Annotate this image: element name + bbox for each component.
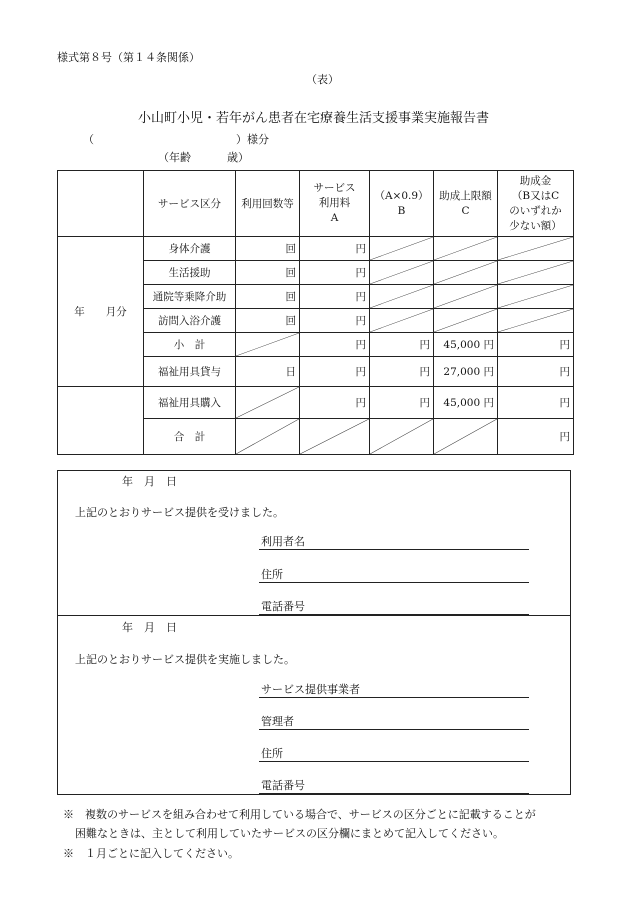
header-grant-line3: のいずれか <box>509 204 562 217</box>
user-address-field[interactable]: 住所 <box>259 567 529 583</box>
header-grant-line2: （B又はC <box>511 189 560 202</box>
fee-cell[interactable]: 円 <box>300 387 370 419</box>
header-limit <box>434 171 498 237</box>
limit-cell: 45,000 円 <box>434 387 498 419</box>
slashed-cell <box>370 237 434 261</box>
service-name: 訪問入浴介護 <box>144 309 236 333</box>
slashed-cell <box>434 261 498 285</box>
header-service-type: サービス区分 <box>144 171 236 237</box>
diagonal-line-icon <box>498 261 573 284</box>
diagonal-line-icon <box>498 309 573 332</box>
header-b-line1: （A×0.9） <box>374 189 429 202</box>
user-statement: 上記のとおりサービス提供を受けました。 <box>75 506 284 519</box>
slashed-cell <box>498 285 574 309</box>
header-grant-line4: 少ない額） <box>509 219 562 232</box>
slashed-cell <box>236 419 300 455</box>
header-grant-line1: 助成金 <box>519 174 552 187</box>
diagonal-line-icon <box>370 285 433 308</box>
age-label: （年齢 <box>158 151 191 164</box>
period-blank <box>58 419 144 455</box>
service-name: 福祉用具購入 <box>144 387 236 419</box>
diagonal-line-icon <box>434 309 497 332</box>
header-fee-line2: 利用料 <box>318 197 351 209</box>
provider-phone-field[interactable]: 電話番号 <box>259 778 529 794</box>
header-service-fee <box>300 171 370 237</box>
slashed-cell <box>370 285 434 309</box>
note-1-line-2: 困難なときは、主として利用していたサービスの区分欄にまとめて記入してください。 <box>75 827 504 840</box>
diagonal-line-icon <box>498 285 573 308</box>
provider-address-field[interactable]: 住所 <box>259 746 529 762</box>
header-usage-count: 利用回数等 <box>236 171 300 237</box>
count-cell[interactable]: 回 <box>236 237 300 261</box>
user-name-field[interactable]: 利用者名 <box>259 534 529 550</box>
purchase-row <box>58 387 574 419</box>
count-cell[interactable]: 回 <box>236 309 300 333</box>
header-b-line2: B <box>397 204 406 217</box>
count-cell[interactable]: 回 <box>236 285 300 309</box>
count-cell[interactable]: 日 <box>236 357 300 387</box>
provider-date[interactable]: 年 月 日 <box>122 621 177 634</box>
user-phone-field[interactable]: 電話番号 <box>259 599 529 615</box>
slashed-cell <box>498 309 574 333</box>
document-title: 小山町小児・若年がん患者在宅療養生活支援事業実施報告書 <box>138 111 490 126</box>
total-row <box>58 419 574 455</box>
grant-cell[interactable]: 円 <box>498 357 574 387</box>
subtotal-label: 小 計 <box>144 333 236 357</box>
service-report-table <box>57 170 574 455</box>
service-name: 生活援助 <box>144 261 236 285</box>
slashed-cell <box>434 309 498 333</box>
diagonal-line-icon <box>236 387 299 418</box>
provider-statement: 上記のとおりサービス提供を実施しました。 <box>75 653 295 666</box>
fee-cell[interactable]: 円 <box>300 285 370 309</box>
grant-cell[interactable]: 円 <box>498 333 574 357</box>
b-cell[interactable]: 円 <box>370 357 434 387</box>
slashed-cell <box>498 261 574 285</box>
table-header-row <box>58 171 574 237</box>
fee-cell[interactable]: 円 <box>300 309 370 333</box>
note-1-line-1: ※ 複数のサービスを組み合わせて利用している場合で、サービスの区分ごとに記載することが <box>63 808 536 821</box>
slashed-cell <box>370 419 434 455</box>
diagonal-line-icon <box>300 419 369 454</box>
service-name: 身体介護 <box>144 237 236 261</box>
b-cell[interactable]: 円 <box>370 333 434 357</box>
slashed-cell <box>434 285 498 309</box>
service-name: 福祉用具貸与 <box>144 357 236 387</box>
header-fee-line3: A <box>330 212 339 224</box>
diagonal-line-icon <box>434 285 497 308</box>
header-b <box>370 171 434 237</box>
note-2: ※ １月ごとに記入してください。 <box>63 847 239 860</box>
period-blank <box>58 387 144 419</box>
diagonal-line-icon <box>434 419 497 454</box>
total-label: 合 計 <box>144 419 236 455</box>
diagonal-line-icon <box>370 309 433 332</box>
grant-cell[interactable]: 円 <box>498 387 574 419</box>
header-limit-line2: C <box>461 204 470 217</box>
fee-cell[interactable]: 円 <box>300 261 370 285</box>
slashed-cell <box>434 419 498 455</box>
name-line-close: ）様分 <box>236 133 269 146</box>
slashed-cell <box>434 237 498 261</box>
grant-cell[interactable]: 円 <box>498 419 574 455</box>
slashed-cell <box>236 387 300 419</box>
diagonal-line-icon <box>370 261 433 284</box>
header-blank <box>58 171 144 237</box>
slashed-cell <box>300 419 370 455</box>
header-limit-line1: 助成上限額 <box>439 189 492 202</box>
form-number-label: 様式第８号（第１４条関係） <box>57 51 200 64</box>
limit-cell: 45,000 円 <box>434 333 498 357</box>
table-row <box>58 237 574 261</box>
diagonal-line-icon <box>370 237 433 260</box>
provider-name-field[interactable]: サービス提供事業者 <box>259 682 529 698</box>
side-label: （表） <box>306 73 339 86</box>
fee-cell[interactable]: 円 <box>300 237 370 261</box>
fee-cell[interactable]: 円 <box>300 333 370 357</box>
count-cell[interactable]: 回 <box>236 261 300 285</box>
fee-cell[interactable]: 円 <box>300 357 370 387</box>
b-cell[interactable]: 円 <box>370 387 434 419</box>
user-date[interactable]: 年 月 日 <box>122 475 177 488</box>
manager-field[interactable]: 管理者 <box>259 714 529 730</box>
diagonal-line-icon <box>434 237 497 260</box>
diagonal-line-icon <box>498 237 573 260</box>
slashed-cell <box>236 333 300 357</box>
name-line-open: （ <box>83 133 94 146</box>
diagonal-line-icon <box>434 261 497 284</box>
limit-cell: 27,000 円 <box>434 357 498 387</box>
provider-confirmation-box <box>57 615 571 795</box>
period-cell: 年 月分 <box>58 237 144 387</box>
slashed-cell <box>498 237 574 261</box>
slashed-cell <box>370 309 434 333</box>
diagonal-line-icon <box>370 419 433 454</box>
age-unit: 歳） <box>227 151 249 164</box>
header-grant <box>498 171 574 237</box>
diagonal-line-icon <box>236 419 299 454</box>
diagonal-line-icon <box>236 333 299 356</box>
slashed-cell <box>370 261 434 285</box>
header-fee-line1: サービス <box>313 182 356 194</box>
service-name: 通院等乗降介助 <box>144 285 236 309</box>
